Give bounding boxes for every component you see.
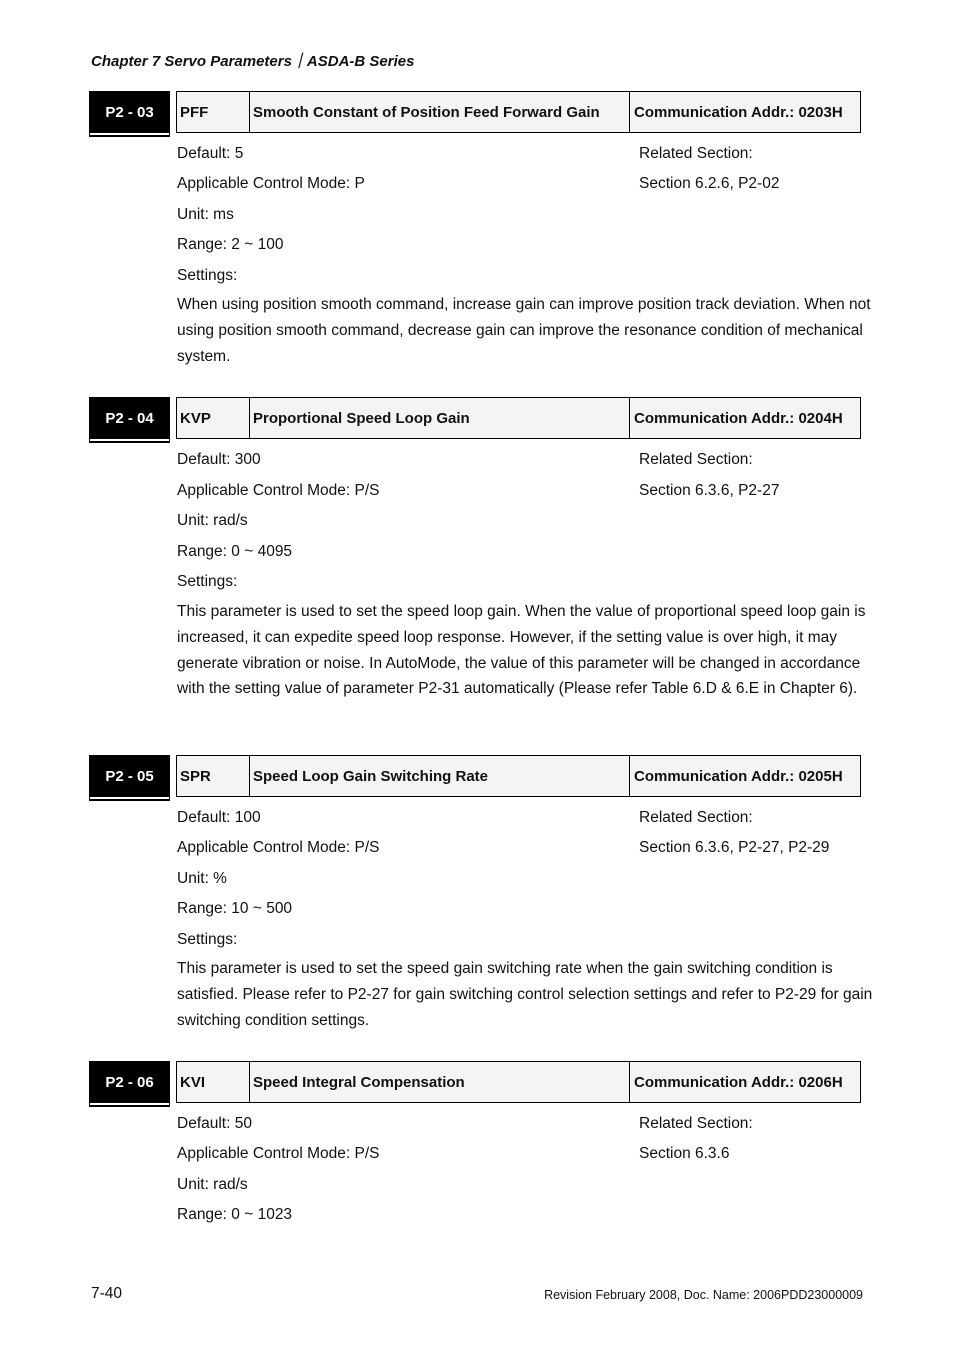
param-range: Range: 10 ~ 500 (177, 900, 293, 917)
param-id-badge: P2 - 06 (89, 1061, 170, 1103)
param-addr: Communication Addr.: 0203H (634, 103, 843, 121)
param-settings-label: Settings: (177, 267, 238, 284)
page-number: 7-40 (91, 1285, 123, 1302)
param-header-table (176, 397, 861, 439)
param-name: Proportional Speed Loop Gain (250, 398, 630, 438)
related-section-value: Section 6.3.6 (639, 1145, 730, 1162)
param-range: Range: 0 ~ 1023 (177, 1206, 293, 1223)
revision-info: Revision February 2008, Doc. Name: 2006PDD23000009 (544, 1288, 863, 1302)
param-unit: Unit: rad/s (177, 512, 248, 529)
related-section-value: Section 6.3.6, P2-27, P2-29 (639, 839, 830, 856)
param-default: Default: 50 (177, 1115, 252, 1132)
related-section-label: Related Section: (639, 451, 753, 468)
param-mode: Applicable Control Mode: P (177, 175, 365, 192)
param-abbr: KVP (177, 398, 250, 438)
chapter-header: Chapter 7 Servo Parameters｜ASDA-B Series (91, 53, 415, 70)
param-description: This parameter is used to set the speed loop gain. When the value of proportional speed loop gain is increased, it can expedite speed loop response. However, if the setting value is over high, it may generate vibration or noise. In AutoMode, the value of this parameter will be changed in accordance with the setting value of parameter P2-31 automatically (Please refer Table 6.D & 6.E in Chapter 6). (177, 603, 866, 698)
related-section-label: Related Section: (639, 1115, 753, 1132)
param-default: Default: 5 (177, 145, 244, 162)
param-default: Default: 300 (177, 451, 261, 468)
related-section-value: Section 6.3.6, P2-27 (639, 482, 780, 499)
param-default: Default: 100 (177, 809, 261, 826)
param-unit: Unit: % (177, 870, 227, 887)
param-abbr: PFF (177, 92, 250, 132)
param-range: Range: 0 ~ 4095 (177, 543, 293, 560)
param-id-badge: P2 - 05 (89, 755, 170, 797)
param-abbr: KVI (177, 1062, 250, 1102)
param-id-badge: P2 - 03 (89, 91, 170, 133)
param-mode: Applicable Control Mode: P/S (177, 482, 380, 499)
param-addr: Communication Addr.: 0204H (634, 409, 843, 427)
param-header-table (176, 1061, 861, 1103)
param-description: This parameter is used to set the speed gain switching rate when the gain switching condition is satisfied. Please refer to P2-27 for gain switching control selection settings and refer to P2-29 for gain switching condition settings. (177, 960, 873, 1029)
param-mode: Applicable Control Mode: P/S (177, 839, 380, 856)
param-unit: Unit: rad/s (177, 1176, 248, 1193)
related-section-value: Section 6.2.6, P2-02 (639, 175, 780, 192)
param-description: When using position smooth command, increase gain can improve position track deviation. When not using position smooth command, decrease gain can improve the resonance condition of mechanical system. (177, 296, 871, 365)
param-name: Speed Loop Gain Switching Rate (250, 756, 630, 796)
param-header-table (176, 755, 861, 797)
param-addr: Communication Addr.: 0206H (634, 1073, 843, 1091)
related-section-label: Related Section: (639, 145, 753, 162)
param-settings-label: Settings: (177, 573, 238, 590)
param-settings-label: Settings: (177, 931, 238, 948)
param-addr: Communication Addr.: 0205H (634, 767, 843, 785)
param-abbr: SPR (177, 756, 250, 796)
param-range: Range: 2 ~ 100 (177, 236, 284, 253)
param-unit: Unit: ms (177, 206, 234, 223)
param-id-badge: P2 - 04 (89, 397, 170, 439)
param-header-table (176, 91, 861, 133)
param-name: Smooth Constant of Position Feed Forward Gain (250, 92, 630, 132)
param-mode: Applicable Control Mode: P/S (177, 1145, 380, 1162)
param-name: Speed Integral Compensation (250, 1062, 630, 1102)
related-section-label: Related Section: (639, 809, 753, 826)
